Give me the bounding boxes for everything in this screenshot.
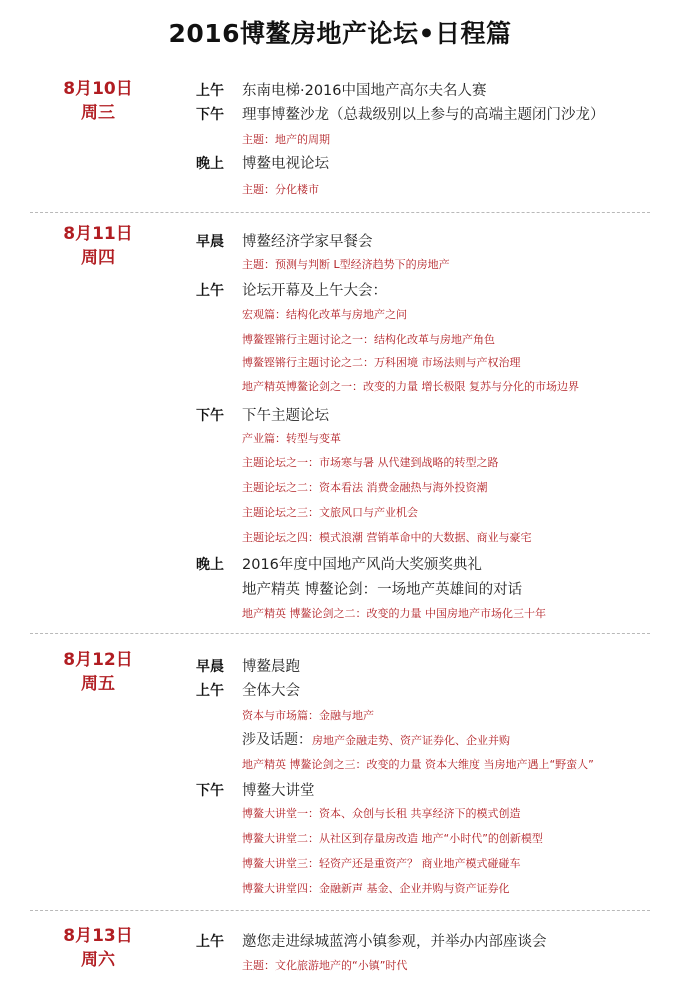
event-title: 博鳌电视论坛 [242, 156, 329, 172]
event-theme: 主题：分化楼市 [242, 183, 319, 196]
session-item: 博鳌大讲堂一：资本、众创与长租 共享经济下的模式创造 [242, 807, 521, 820]
period-label: 下午 [196, 783, 224, 799]
session-item: 主题论坛之四：模式浪潮 营销革命中的大数据、商业与豪宅 [242, 531, 532, 544]
page-title: 2016博鳌房地产论坛•日程篇 [168, 19, 512, 48]
day-date: 8月11日 [63, 224, 133, 244]
day-date-block [50, 924, 146, 972]
event-theme: 主题：文化旅游地产的“小镇”时代 [242, 959, 408, 972]
event-title: 下午主题论坛 [242, 408, 329, 424]
day-date-block [50, 222, 146, 270]
session-item: 博鳌大讲堂三：轻资产还是重资产？ 商业地产模式碰碰车 [242, 857, 521, 870]
period-label: 上午 [196, 934, 224, 950]
day-weekday: 周四 [81, 248, 115, 268]
day-weekday: 周五 [81, 674, 115, 694]
event-theme: 主题：地产的周期 [242, 133, 330, 146]
day-weekday: 周三 [81, 103, 115, 123]
session-item: 博鳌铿锵行主题讨论之一：结构化改革与房地产角色 [242, 333, 495, 346]
session-item: 博鳌大讲堂四：金融新声 基金、企业并购与资产证券化 [242, 882, 510, 895]
session-item: 博鳌铿锵行主题讨论之二：万科困境 市场法则与产权治理 [242, 356, 521, 369]
topic-text: 房地产金融走势、资产证券化、企业并购 [312, 734, 510, 747]
event-title: 2016年度中国地产风尚大奖颁奖典礼 [242, 557, 482, 573]
topic-line [242, 729, 510, 749]
event-title: 理事博鳌沙龙（总裁级别以上参与的高端主题闭门沙龙） [242, 107, 605, 123]
period-label: 上午 [196, 83, 224, 99]
period-label: 下午 [196, 107, 224, 123]
session-item: 主题论坛之一：市场寒与暑 从代建到战略的转型之路 [242, 456, 499, 469]
day-separator [30, 212, 650, 213]
event-title: 博鳌经济学家早餐会 [242, 234, 373, 250]
period-label: 上午 [196, 283, 224, 299]
session-item: 主题论坛之二：资本看法 消费金融热与海外投资潮 [242, 481, 488, 494]
session-item: 地产精英 博鳌论剑之二：改变的力量 中国房地产市场化三十年 [242, 607, 546, 620]
session-item: 地产精英博鳌论剑之一：改变的力量 增长极限 复苏与分化的市场边界 [242, 380, 579, 393]
event-title: 全体大会 [242, 683, 300, 699]
period-label: 上午 [196, 683, 224, 699]
day-date: 8月10日 [63, 79, 133, 99]
period-label: 下午 [196, 408, 224, 424]
period-label: 晚上 [196, 156, 224, 172]
event-title: 邀您走进绿城蓝湾小镇参观，并举办内部座谈会 [242, 934, 547, 950]
period-label: 早晨 [196, 234, 224, 250]
session-item: 宏观篇：结构化改革与房地产之问 [242, 308, 407, 321]
event-theme: 主题：预测与判断 L型经济趋势下的房地产 [242, 258, 450, 271]
period-label: 早晨 [196, 659, 224, 675]
day-date: 8月12日 [63, 650, 133, 670]
day-date-block [50, 648, 146, 696]
event-title: 博鳌大讲堂 [242, 783, 315, 799]
day-weekday: 周六 [81, 950, 115, 970]
event-title: 论坛开幕及上午大会： [242, 283, 387, 299]
day-date: 8月13日 [63, 926, 133, 946]
event-title: 博鳌晨跑 [242, 659, 300, 675]
topic-label: 涉及话题： [242, 732, 312, 748]
session-item: 资本与市场篇：金融与地产 [242, 709, 374, 722]
session-item: 博鳌大讲堂二：从社区到存量房改造 地产“小时代”的创新模型 [242, 832, 543, 845]
session-item: 主题论坛之三：文旅风口与产业机会 [242, 506, 418, 519]
day-separator [30, 910, 650, 911]
session-item: 产业篇：转型与变革 [242, 432, 341, 445]
event-title: 东南电梯·2016中国地产高尔夫名人赛 [242, 83, 487, 99]
period-label: 晚上 [196, 557, 224, 573]
day-separator [30, 633, 650, 634]
event-title: 地产精英 博鳌论剑：一场地产英雄间的对话 [242, 582, 523, 598]
day-date-block [50, 77, 146, 125]
session-item: 地产精英 博鳌论剑之三：改变的力量 资本大维度 当房地产遇上“野蛮人” [242, 758, 594, 771]
